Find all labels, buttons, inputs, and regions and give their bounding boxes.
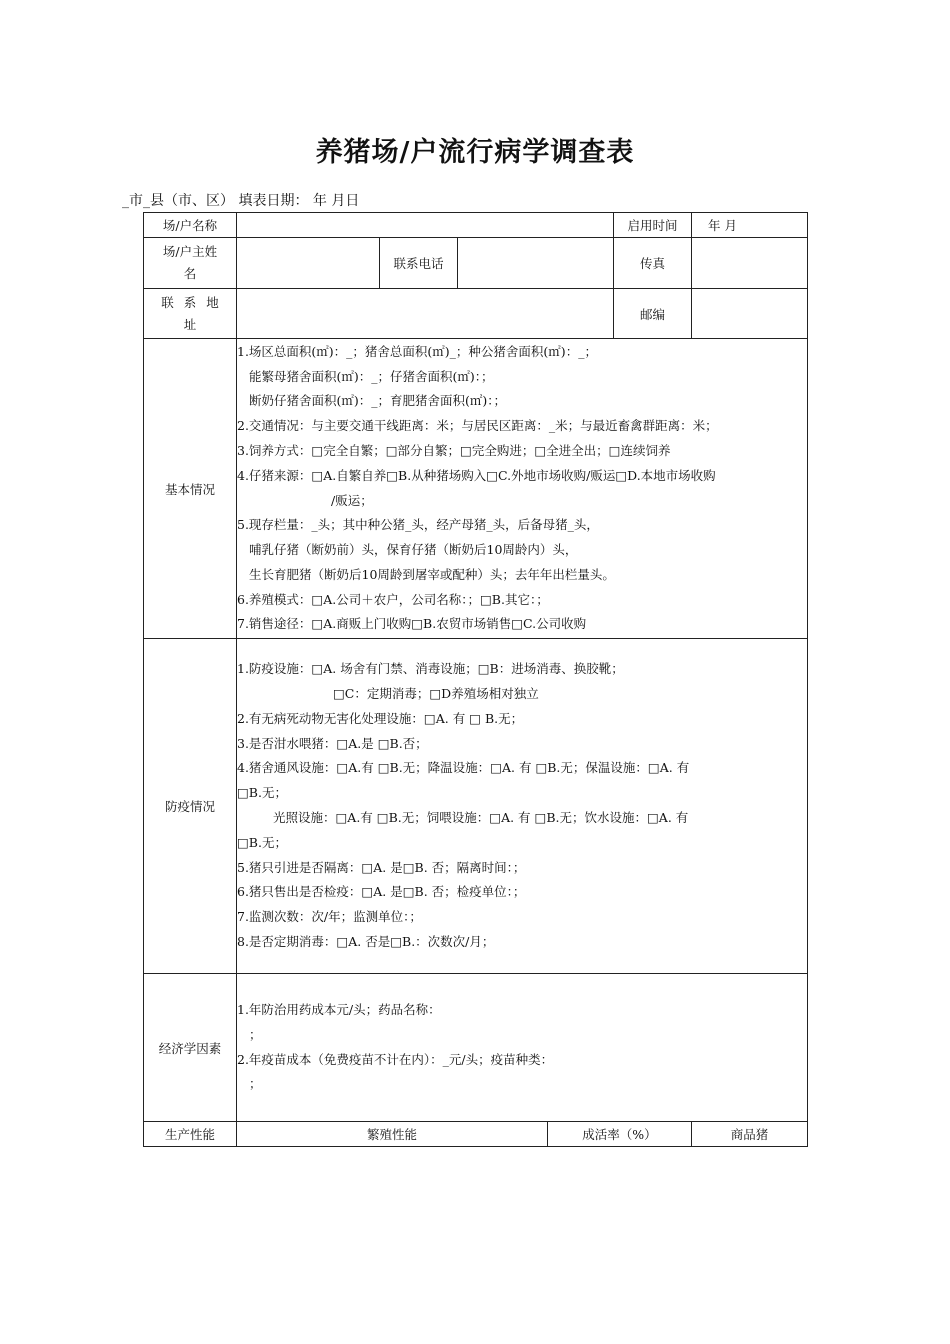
row-prevention — [144, 639, 808, 974]
owner-name-label-line-1: 场/户主姓 — [162, 244, 218, 259]
row-production — [144, 1122, 808, 1147]
owner-name-label-line-2: 名 — [183, 266, 197, 281]
basic-line: 3.饲养方式：□完全自繁；□部分自繁；□完全购进；□全进全出；□连续饲养 — [237, 442, 671, 458]
fax-field[interactable] — [692, 238, 808, 289]
prevention-line: 7.监测次数：次/年；监测单位：； — [237, 909, 422, 925]
address-field[interactable] — [237, 289, 614, 339]
commodity-pig-label: 商品猪 — [692, 1122, 808, 1147]
basic-line: 断奶仔猪舍面积(㎡)：_；育肥猪舍面积(㎡)：； — [249, 393, 507, 409]
prevention-line: 2.有无病死动物无害化处理设施：□A. 有 □ B.无； — [237, 710, 524, 726]
row-economics — [144, 974, 808, 1122]
economics-label: 经济学因素 — [144, 974, 237, 1122]
start-time-label: 启用时间 — [614, 213, 692, 238]
economics-line: ； — [249, 1076, 262, 1092]
page-title: 养猪场/户流行病学调查表 — [315, 137, 635, 168]
address-label-line-1: 联系地 — [161, 294, 229, 310]
prevention-line: 4.猪舍通风设施：□A.有 □B.无；降温设施：□A. 有 □B.无；保温设施：□A. 有 — [237, 760, 690, 776]
prevention-line: 8.是否定期消毒：□A. 否是□B.：次数次/月； — [237, 933, 495, 949]
zip-label: 邮编 — [614, 289, 692, 339]
basic-line: 能繁母猪舍面积(㎡)：_；仔猪舍面积(㎡)：； — [249, 368, 494, 384]
start-time-field[interactable]: 年 月 — [692, 213, 808, 238]
phone-label: 联系电话 — [380, 238, 458, 289]
row-address — [144, 289, 808, 339]
basic-info-content — [237, 339, 808, 639]
economics-line: 2.年疫苗成本（免费疫苗不计在内）：_元/头；疫苗种类： — [237, 1051, 554, 1067]
basic-info-label: 基本情况 — [144, 339, 237, 639]
survey-form-table — [143, 212, 808, 1147]
production-label: 生产性能 — [144, 1122, 237, 1147]
basic-line: 7.销售途径：□A.商贩上门收购□B.农贸市场销售□C.公司收购 — [237, 616, 587, 632]
basic-line: 生长育肥猪（断奶后10周龄到屠宰或配种）头；去年年出栏量头。 — [249, 566, 615, 582]
basic-line: 2.交通情况：与主要交通干线距离：米；与居民区距离：_米；与最近畜禽群距离：米； — [237, 418, 718, 434]
farm-name-field[interactable] — [237, 213, 614, 238]
prevention-line: 5.猪只引进是否隔离：□A. 是□B. 否；隔离时间：； — [237, 859, 526, 875]
survival-rate-label: 成活率（%） — [548, 1122, 692, 1147]
prevention-content — [237, 639, 808, 974]
fax-label: 传真 — [614, 238, 692, 289]
prevention-line: 1.防疫设施：□A. 场舍有门禁、消毒设施；□B：进场消毒、换胶靴； — [237, 661, 624, 677]
basic-line: 4.仔猪来源：□A.自繁自养□B.从种猪场购入□C.外地市场收购/贩运□D.本地市场收购 — [237, 467, 716, 483]
prevention-line: 6.猪只售出是否检疫：□A. 是□B. 否；检疫单位：； — [237, 884, 526, 900]
prevention-line: □C：定期消毒；□D养殖场相对独立 — [333, 686, 539, 702]
basic-line: 1.场区总面积(㎡)：_；猪舍总面积(㎡)_；种公猪舍面积(㎡)：_； — [237, 343, 597, 359]
farm-name-label: 场/户名称 — [144, 213, 237, 238]
prevention-line: 3.是否泔水喂猪：□A.是 □B.否； — [237, 735, 428, 751]
basic-line: 6.养殖模式：□A.公司＋农户，公司名称：；□B.其它：； — [237, 591, 549, 607]
prevention-label: 防疫情况 — [144, 639, 237, 974]
address-label — [144, 289, 237, 339]
breeding-performance-label: 繁殖性能 — [237, 1122, 548, 1147]
basic-line: /贩运； — [331, 492, 373, 508]
economics-line: 1.年防治用药成本元/头；药品名称： — [237, 1001, 441, 1017]
basic-line: 哺乳仔猪（断奶前）头，保育仔猪（断奶后10周龄内）头， — [249, 542, 578, 558]
owner-name-label — [144, 238, 237, 289]
basic-line: 5.现存栏量：_头；其中种公猪_头，经产母猪_头，后备母猪_头， — [237, 517, 599, 533]
prevention-line: □B.无； — [237, 834, 287, 850]
economics-line: ； — [249, 1026, 262, 1042]
economics-content — [237, 974, 808, 1122]
fill-date-line: _市_县（市、区） 填表日期： 年 月日 — [122, 193, 360, 209]
prevention-line: □B.无； — [237, 785, 287, 801]
prevention-line: 光照设施：□A.有 □B.无；饲喂设施：□A. 有 □B.无；饮水设施：□A. 有 — [273, 810, 689, 825]
row-farm-name — [144, 213, 808, 238]
owner-name-field[interactable] — [237, 238, 380, 289]
address-label-line-2: 址 — [183, 316, 197, 332]
row-basic-info — [144, 339, 808, 639]
zip-field[interactable] — [692, 289, 808, 339]
row-owner — [144, 238, 808, 289]
phone-field[interactable] — [458, 238, 614, 289]
